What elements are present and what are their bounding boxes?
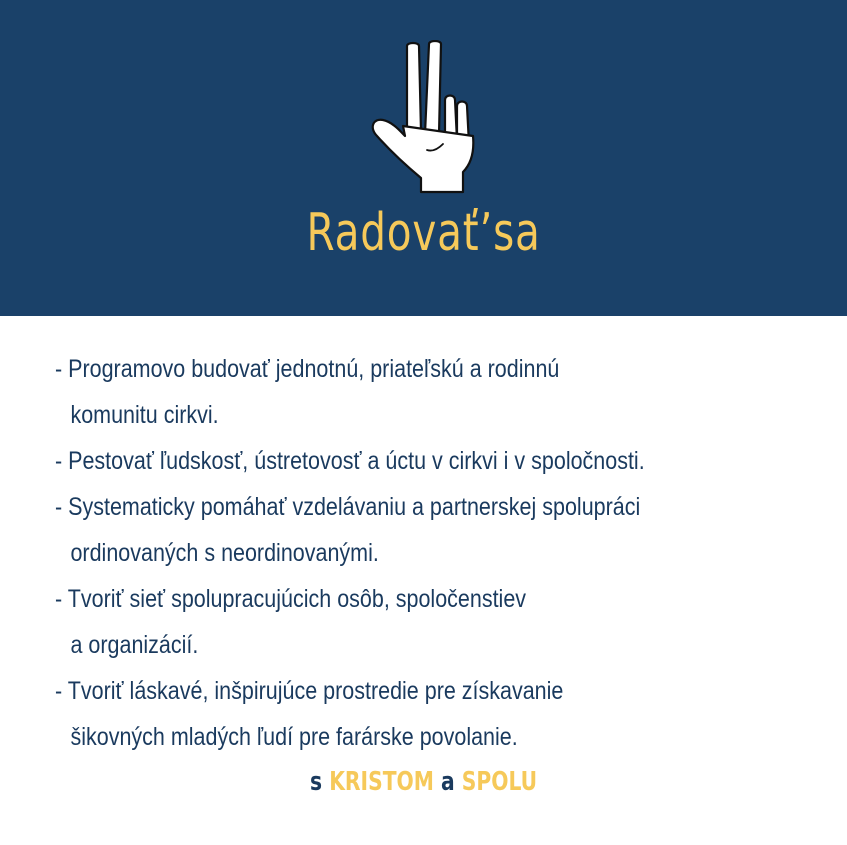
slogan [93,760,754,804]
slogan-word-s: s [310,767,323,797]
list-item-1-line-1: - Programovo budovať jednotnú, priateľskú a rodinnú [55,355,560,383]
slogan-word-spolu: SPOLU [461,767,538,797]
list-item-5-line-2: šikovných mladých ľudí pre farárske povolanie. [70,723,518,751]
three-fingers-hand-icon [363,40,487,196]
list-item-3-line-1: - Systematicky pomáhať vzdelávaniu a partnerskej spolupráci [55,493,641,521]
list-item-3-line-2: ordinovaných s neordinovanými. [70,539,379,567]
slogan-word-kristom: KRISTOM [329,767,434,797]
goals-list [55,346,825,760]
list-item-1-line-2: komunitu cirkvi. [70,401,219,429]
list-item-2-line-1: - Pestovať ľudskosť, ústretovosť a úctu v cirkvi i v spoločnosti. [55,447,645,475]
list-item-5-line-1: - Tvoriť láskavé, inšpirujúce prostredie pre získavanie [55,677,564,705]
header-banner [0,0,847,316]
page-title: Radovať’sa [306,203,541,263]
slogan-word-a: a [441,767,455,797]
list-item-4-line-2: a organizácií. [70,631,199,659]
list-item-4-line-1: - Tvoriť sieť spolupracujúcich osôb, spoločenstiev [55,585,527,613]
